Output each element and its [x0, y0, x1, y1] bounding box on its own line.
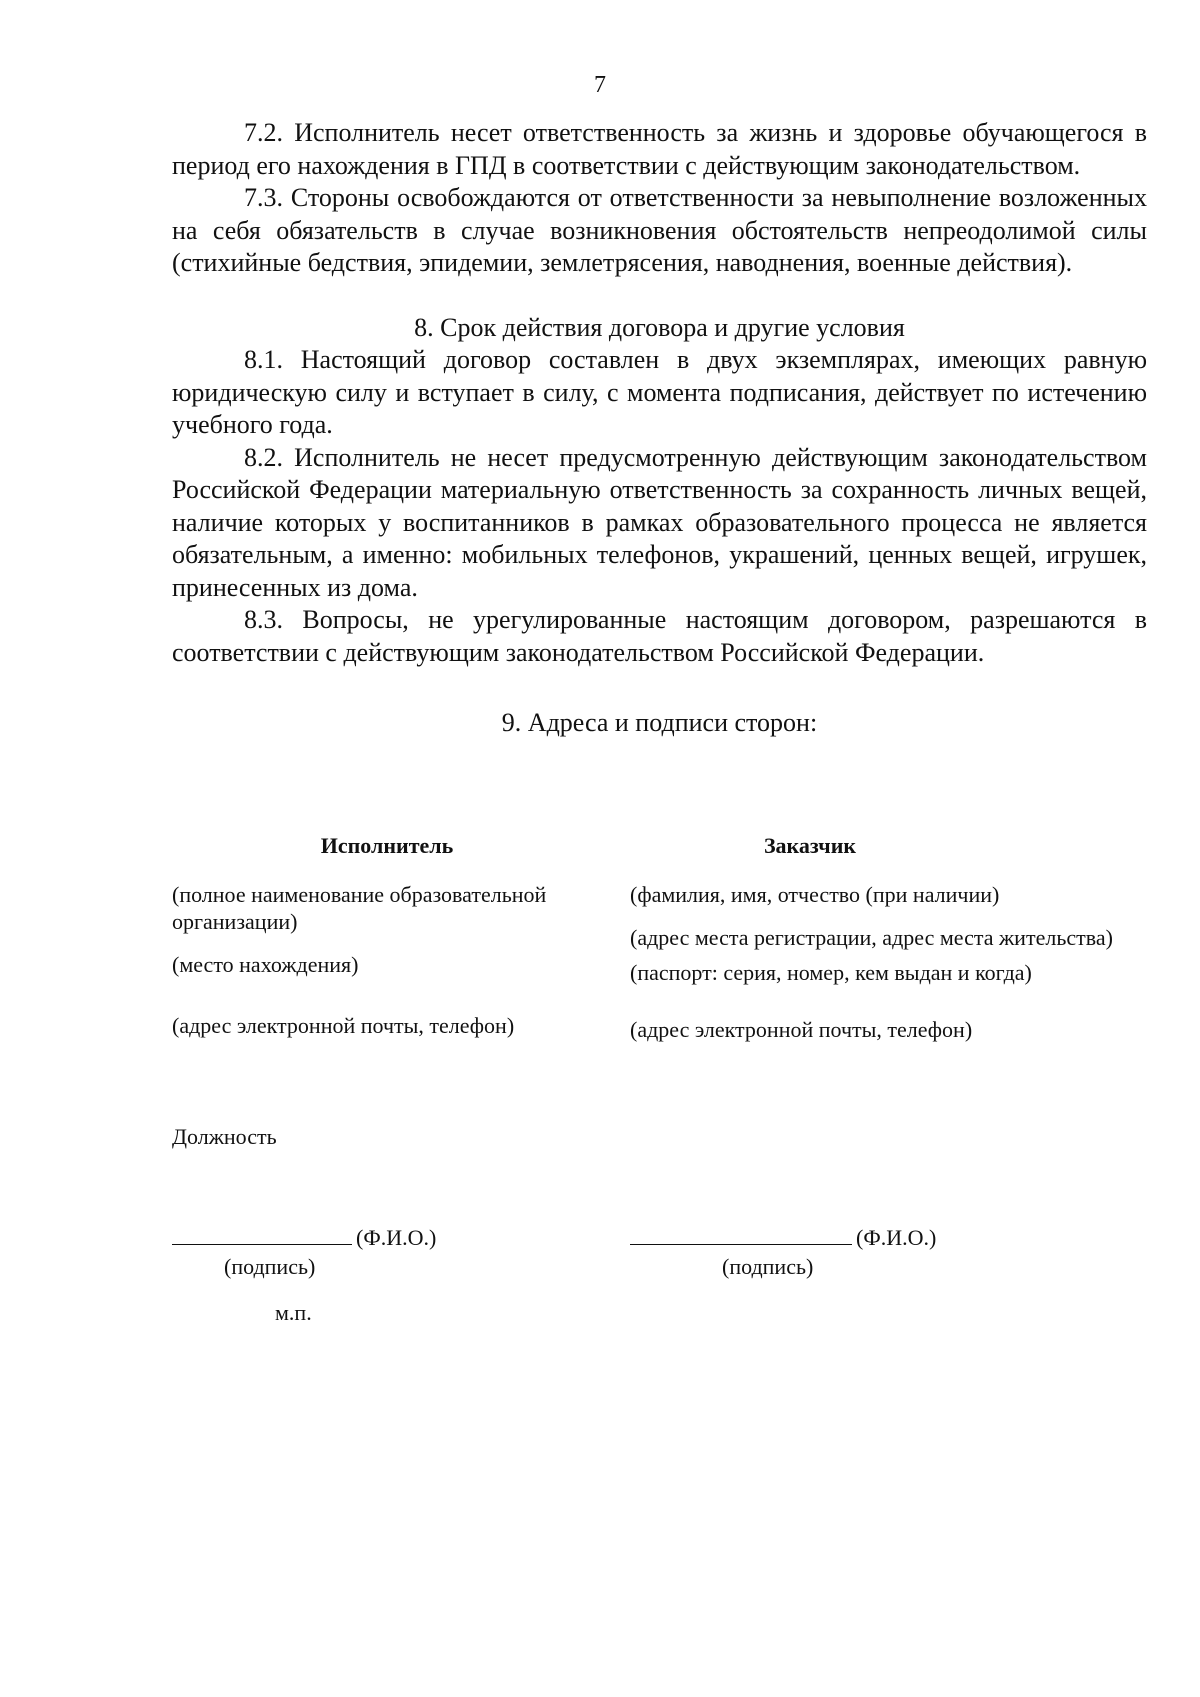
contract-body [172, 117, 1147, 740]
executor-signature-line [172, 1222, 352, 1245]
paragraph-7-2: 7.2. Исполнитель несет ответственность за жизнь и здоровье обучающегося в период его нахождения в ГПД в соответствии с действующим законодательством. [172, 118, 1147, 180]
executor-signature-block [172, 1222, 436, 1280]
executor-heading: Исполнитель [320, 833, 454, 858]
customer-contacts: (адрес электронной почты, телефон) [630, 1017, 973, 1042]
customer-signature-line [630, 1222, 852, 1245]
customer-full-name: (фамилия, имя, отчество (при наличии) [630, 882, 1000, 907]
executor-location: (место нахождения) [172, 952, 359, 977]
customer-signature-caption: (подпись) [722, 1254, 814, 1279]
customer-address: (адрес места регистрации, адрес места жительства) [630, 925, 1113, 950]
executor-full-name: (полное наименование образовательной организации) [172, 882, 547, 934]
customer-signature-block [630, 1222, 936, 1280]
paragraph-8-3: 8.3. Вопросы, не урегулированные настоящим договором, разрешаются в соответствии с действующим законодательством Российской Федерации. [172, 605, 1147, 667]
seal-label: м.п. [275, 1300, 312, 1325]
paragraph-7-3: 7.3. Стороны освобождаются от ответственности за невыполнение возложенных на себя обязательств в случае возникновения обстоятельств непреодолимой силы (стихийные бедствия, эпидемии, землетрясения, наводнения, военные действия). [172, 183, 1147, 277]
paragraph-8-2: 8.2. Исполнитель не несет предусмотренную действующим законодательством Российской Федерации материальную ответственность за сохранность личных вещей, наличие которых у воспитанников в рамках образовательного процесса не является обязательным, а именно: мобильных телефонов, украшений, ценных вещей, игрушек, принесенных из дома. [172, 442, 1147, 602]
customer-fio: (Ф.И.О.) [856, 1225, 937, 1250]
executor-fio: (Ф.И.О.) [356, 1225, 437, 1250]
executor-column [172, 832, 602, 1055]
section-8-heading: 8. Срок действия договора и другие условия [414, 312, 905, 342]
executor-contacts: (адрес электронной почты, телефон) [172, 1013, 515, 1038]
customer-column [630, 832, 1147, 1059]
customer-heading: Заказчик [763, 833, 857, 858]
page-number: 7 [594, 72, 606, 98]
executor-signature-caption: (подпись) [224, 1254, 316, 1279]
customer-passport: (паспорт: серия, номер, кем выдан и когда) [630, 960, 1032, 985]
section-9-heading: 9. Адреса и подписи сторон: [501, 708, 818, 737]
paragraph-8-1: 8.1. Настоящий договор составлен в двух экземплярах, имеющих равную юридическую силу и вступает в силу, с момента подписания, действует по истечению учебного года. [172, 345, 1147, 439]
executor-position-label: Должность [172, 1124, 277, 1149]
